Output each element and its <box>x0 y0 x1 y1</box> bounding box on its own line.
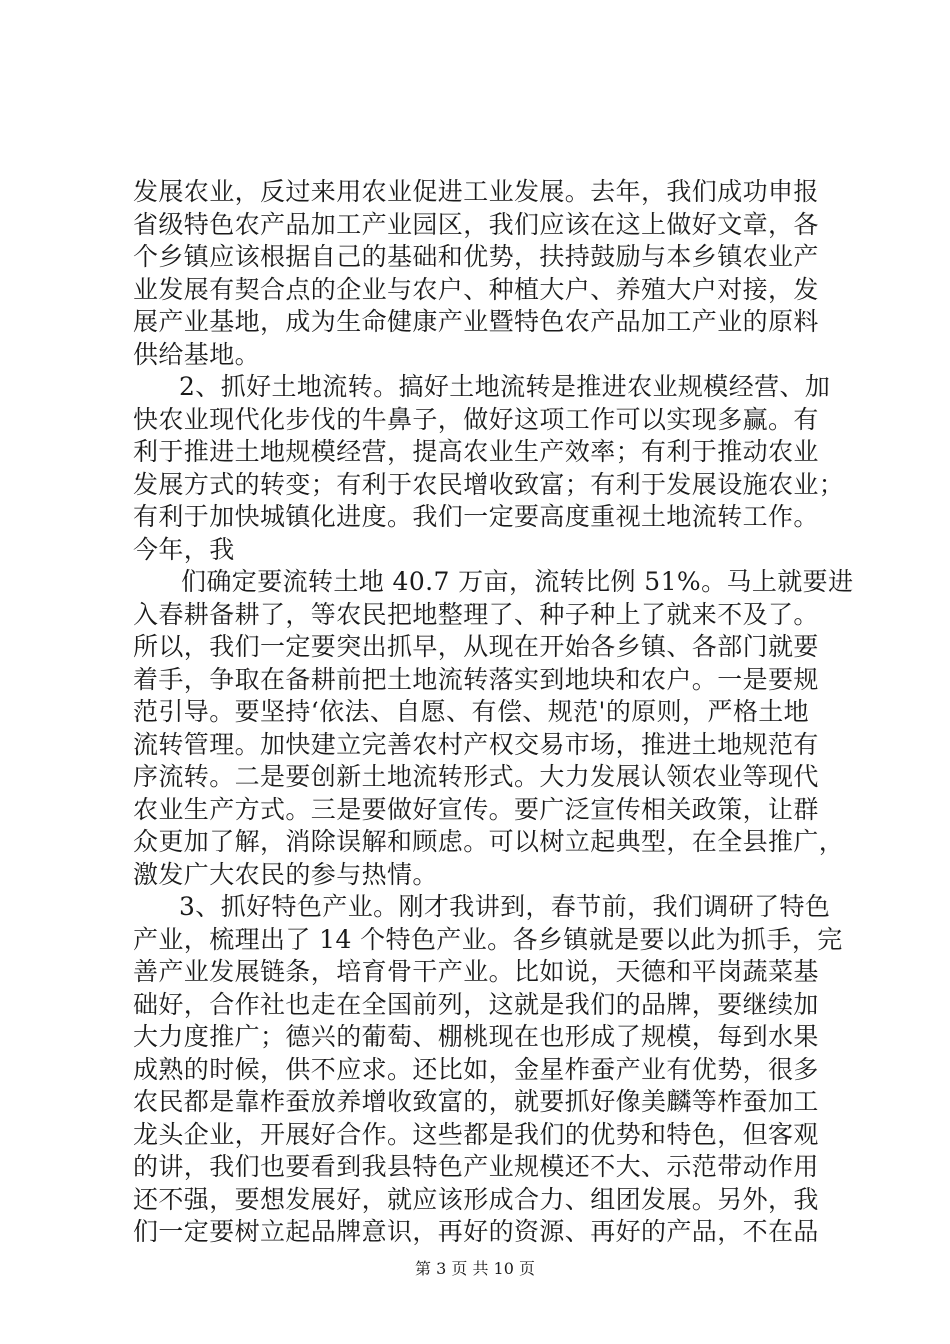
text-line: 还不强，要想发展好，就应该形成合力、组团发展。另外，我 <box>133 1184 819 1214</box>
text-line: 入春耕备耕了，等农民把地整理了、种子种上了就来不及了。 <box>133 599 819 629</box>
text-line: 流转管理。加快建立完善农村产权交易市场，推进土地规范有 <box>133 729 819 759</box>
text-line: 农民都是靠柞蚕放养增收致富的，就要抓好像美麟等柞蚕加工 <box>133 1087 819 1116</box>
paragraph-start-line: 3、抓好特色产业。刚才我讲到，春节前，我们调研了特色 <box>179 892 831 921</box>
text-line: 今年，我 <box>133 534 235 564</box>
text-line: 序流转。二是要创新土地流转形式。大力发展认领农业等现代 <box>133 762 819 791</box>
text-line: 大力度推广；德兴的葡萄、棚桃现在也形成了规模，每到水果 <box>133 1022 819 1051</box>
text-line: 所以，我们一定要突出抓早，从现在开始各乡镇、各部门就要 <box>133 632 819 661</box>
text-line: 发展农业，反过来用农业促进工业发展。去年，我们成功申报 <box>133 177 819 206</box>
text-line: 展产业基地，成为生命健康产业暨特色农产品加工产业的原料 <box>133 307 819 336</box>
text-line: 农业生产方式。三是要做好宣传。要广泛宣传相关政策，让群 <box>133 794 819 824</box>
text-line: 产业，梳理出了 14 个特色产业。各乡镇就是要以此为抓手，完 <box>133 924 843 954</box>
text-line: 快农业现代化步伐的牛鼻子，做好这项工作可以实现多赢。有 <box>133 404 819 434</box>
text-line: 础好，合作社也走在全国前列，这就是我们的品牌，要继续加 <box>133 989 819 1019</box>
text-line: 利于推进土地规模经营，提高农业生产效率；有利于推动农业 <box>133 437 819 466</box>
text-line: 有利于加快城镇化进度。我们一定要高度重视土地流转工作。 <box>133 502 819 531</box>
text-line: 个乡镇应该根据自己的基础和优势，扶持鼓励与本乡镇农业产 <box>133 242 819 271</box>
body-text <box>133 176 854 1249</box>
paragraph-start-line: 2、抓好土地流转。搞好土地流转是推进农业规模经营、加 <box>179 372 831 401</box>
paragraph-start-line: 们确定要流转土地 40.7 万亩，流转比例 51%。马上就要进 <box>181 567 854 596</box>
text-line: 范引导。要坚持‘依法、自愿、有偿、规范'的原则，严格土地 <box>133 697 810 726</box>
text-line: 供给基地。 <box>133 339 261 369</box>
text-line: 发展方式的转变；有利于农民增收致富；有利于发展设施农业； <box>133 469 845 499</box>
text-line: 着手，争取在备耕前把土地流转落实到地块和农户。一是要规 <box>133 664 819 694</box>
text-line: 善产业发展链条，培育骨干产业。比如说，天德和平岗蔬菜基 <box>133 957 819 986</box>
text-line: 激发广大农民的参与热情。 <box>133 859 438 889</box>
page-number-footer: 第 3 页 共 10 页 <box>415 1259 535 1278</box>
text-line: 众更加了解，消除误解和顾虑。可以树立起典型，在全县推广， <box>133 827 845 856</box>
text-line: 省级特色农产品加工产业园区，我们应该在这上做好文章，各 <box>133 209 819 239</box>
text-line: 龙头企业，开展好合作。这些都是我们的优势和特色，但客观 <box>133 1119 819 1149</box>
text-line: 的讲，我们也要看到我县特色产业规模还不大、示范带动作用 <box>133 1152 819 1181</box>
text-line: 们一定要树立起品牌意识，再好的资源、再好的产品，不在品 <box>133 1217 819 1246</box>
text-line: 业发展有契合点的企业与农户、种植大户、养殖大户对接，发 <box>133 274 819 304</box>
text-line: 成熟的时候，供不应求。还比如，金星柞蚕产业有优势，很多 <box>133 1054 819 1084</box>
